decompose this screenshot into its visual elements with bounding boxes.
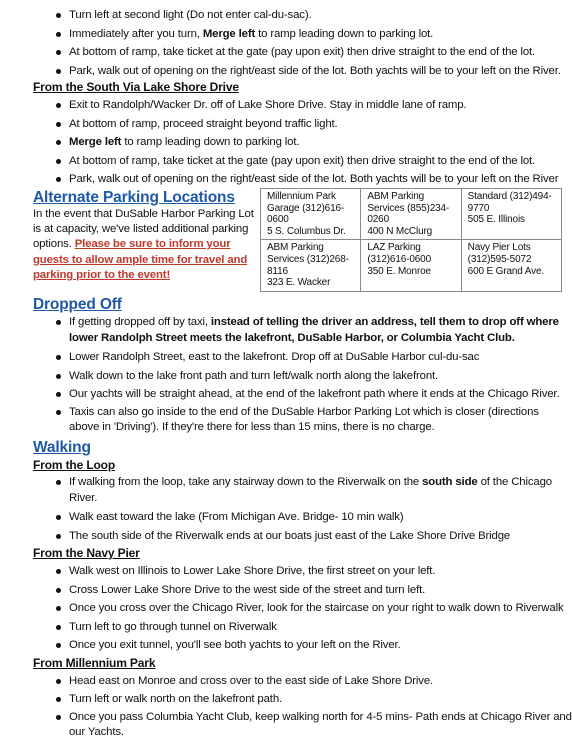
list-item-text: Cross Lower Lake Shore Drive to the west side of the street and turn left. (69, 583, 426, 596)
table-cell-line: 0600 (267, 214, 289, 226)
table-cell-line: Services (312)268- (267, 253, 349, 265)
list-item-text: Turn left to go through tunnel on Riverwalk (69, 620, 277, 633)
list-item (0, 385, 572, 404)
list-item (0, 404, 572, 438)
alternate-parking-emphasis: Please be sure to inform your guests to allow ample time for travel and parking prior to the event! (33, 238, 248, 281)
list-item-bold-text: instead of telling the driver an address, tell them to drop off where lower Randolph Street meets the lakefront, DuSable Harbor, or Columbia Yacht Club. (69, 316, 559, 344)
table-cell (461, 240, 561, 291)
list-item (0, 115, 572, 134)
from-millennium-list (0, 672, 572, 743)
table-cell-line: 350 E. Monroe (367, 265, 431, 277)
list-item (0, 581, 572, 600)
top-directions-list (0, 6, 572, 80)
list-item-text: Once you exit tunnel, you'll see both yachts to your left on the River. (69, 639, 401, 651)
list-item (0, 636, 572, 655)
list-item-text: Lower Randolph Street, east to the lakefront. Drop off at DuSable Harbor cul-du-sac (69, 351, 480, 363)
list-item-bold-text: Merge left (69, 136, 122, 148)
list-item (0, 314, 572, 348)
list-item-text: to ramp leading down to parking lot. (121, 136, 300, 148)
table-cell-line: (312)595-5072 (467, 253, 532, 265)
list-item-text: If walking from the loop, take any stairway down to the Riverwalk on the (69, 476, 423, 488)
alternate-parking-body: In the event that DuSable Harbor Parking Lot is at capacity, we've listed additional parking options. (33, 208, 254, 251)
list-item (0, 672, 572, 691)
table-cell-line: Services (855)234- (367, 202, 450, 214)
walking-heading: Walking (33, 439, 91, 456)
list-item (0, 508, 572, 527)
list-item-text: Turn left or walk north on the lakefront path. (69, 693, 283, 705)
table-cell-line: (312)616-0600 (367, 253, 431, 265)
table-cell (261, 189, 361, 240)
list-item (0, 6, 572, 25)
list-item (0, 96, 572, 115)
list-item-text: Park, walk out of opening on the right/east side of the lot. Both yachts will be to your left on the River (69, 173, 559, 185)
list-item-text: Once you cross over the Chicago River, look for the staircase on your right to walk down to Riverwalk (69, 602, 564, 614)
list-item-bold-text: Merge left (202, 27, 256, 40)
table-cell-line: 600 E Grand Ave. (467, 265, 545, 277)
list-item-text: Walk east toward the lake (From Michigan Ave. Bridge- 10 min walk) (69, 511, 404, 523)
from-south-section (0, 79, 572, 189)
dropped-off-heading: Dropped Off (33, 296, 122, 313)
list-item (0, 43, 572, 62)
list-item-text: to ramp leading down to parking lot. (255, 27, 434, 40)
table-cell-line: Standard (312)494- (467, 191, 552, 202)
list-item (0, 133, 572, 152)
list-item-text: Park, walk out of opening on the right/east side of the lot. Both yachts will be to your left on the River. (69, 64, 561, 77)
table-cell-line: LAZ Parking (367, 242, 421, 254)
table-cell-line: 8116 (267, 265, 288, 277)
table-cell-line: 323 E. Wacker (267, 277, 331, 289)
list-item-text: Taxis can also go inside to the end of the DuSable Harbor Parking Lot which is closer (directions above in 'Driving'). If they're there for less than 15 mins, there is no charge. (69, 405, 539, 433)
list-item-text: Walk down to the lake front path and turn left/walk north along the lakefront. (69, 369, 439, 382)
table-cell-line: Garage (312)616- (267, 202, 345, 214)
list-item (0, 618, 572, 637)
table-cell (261, 240, 361, 291)
alternate-parking-heading: Alternate Parking Locations (33, 189, 235, 206)
table-cell-line: ABM Parking (367, 191, 425, 202)
list-item (0, 348, 572, 367)
list-item-text: of the Chicago River. (69, 476, 552, 504)
dropped-off-section (0, 295, 572, 438)
table-cell-line: 400 N McClurg (367, 225, 433, 237)
list-item-text: Walk west on Illinois to Lower Lake Shore Drive, the first street on your left. (69, 565, 436, 577)
list-item-text: Exit to Randolph/Wacker Dr. off of Lake Shore Drive. Stay in middle lane of ramp. (69, 99, 467, 111)
table-cell-line: Millennium Park (267, 191, 336, 202)
list-item-text: Immediately after you turn, (69, 27, 203, 40)
list-item-text: At bottom of ramp, take ticket at the gate (pay upon exit) then drive straight to the end of the lot. (69, 46, 536, 58)
table-cell-line: 505 E. Illinois (467, 214, 525, 226)
list-item-text: Our yachts will be straight ahead, at the end of the lakefront path where it ends at the Chicago River. (69, 388, 560, 400)
list-item-text: The south side of the Riverwalk ends at our boats just east of the Lake Shore Drive Bridge (69, 529, 511, 542)
table-row (261, 240, 562, 291)
from-millennium-heading: From Millennium Park (33, 655, 156, 670)
table-cell (461, 189, 561, 240)
table-cell-line: Navy Pier Lots (467, 242, 531, 254)
list-item (0, 152, 572, 171)
list-item-text: Once you pass Columbia Yacht Club, keep walking north for 4-5 mins- Path ends at Chicago River and our Yachts. (69, 710, 572, 738)
list-item (0, 527, 572, 546)
table-cell (361, 240, 461, 291)
list-item (0, 562, 572, 581)
from-loop-heading: From the Loop (33, 458, 116, 472)
list-item (0, 25, 572, 44)
list-item-text: Head east on Monroe and cross over to the east side of Lake Shore Drive. (69, 674, 434, 687)
alternate-parking-section (33, 188, 255, 283)
driving-north-continued (0, 6, 572, 80)
list-item-text: At bottom of ramp, proceed straight beyond traffic light. (69, 117, 338, 130)
list-item-text: At bottom of ramp, take ticket at the gate (pay upon exit) then drive straight to the end of the lot. (69, 154, 536, 167)
list-item-text: If getting dropped off by taxi, (69, 316, 211, 328)
from-navy-pier-heading: From the Navy Pier (33, 546, 140, 560)
list-item (0, 690, 572, 709)
table-cell (361, 189, 461, 240)
list-item (0, 62, 572, 81)
list-item (0, 367, 572, 386)
dropped-off-list (0, 314, 572, 438)
table-cell-line: 0260 (367, 214, 389, 226)
table-row (261, 189, 562, 240)
parking-options-table (260, 188, 562, 292)
from-loop-list (0, 474, 572, 545)
list-item (0, 474, 572, 508)
list-item (0, 170, 572, 189)
from-south-list (0, 96, 572, 189)
walking-section (0, 438, 572, 743)
list-item-text: Turn left at second light (Do not enter cal-du-sac). (69, 9, 312, 21)
alternate-parking-text (33, 207, 255, 283)
from-south-heading: From the South Via Lake Shore Drive (33, 80, 239, 94)
table-cell-line: 9770 (467, 202, 490, 214)
table-cell-line: ABM Parking (267, 242, 324, 254)
list-item-bold-text: south side (422, 476, 478, 488)
from-navy-pier-list (0, 562, 572, 655)
list-item (0, 709, 572, 743)
list-item (0, 599, 572, 618)
table-cell-line: 5 S. Columbus Dr. (267, 225, 346, 237)
